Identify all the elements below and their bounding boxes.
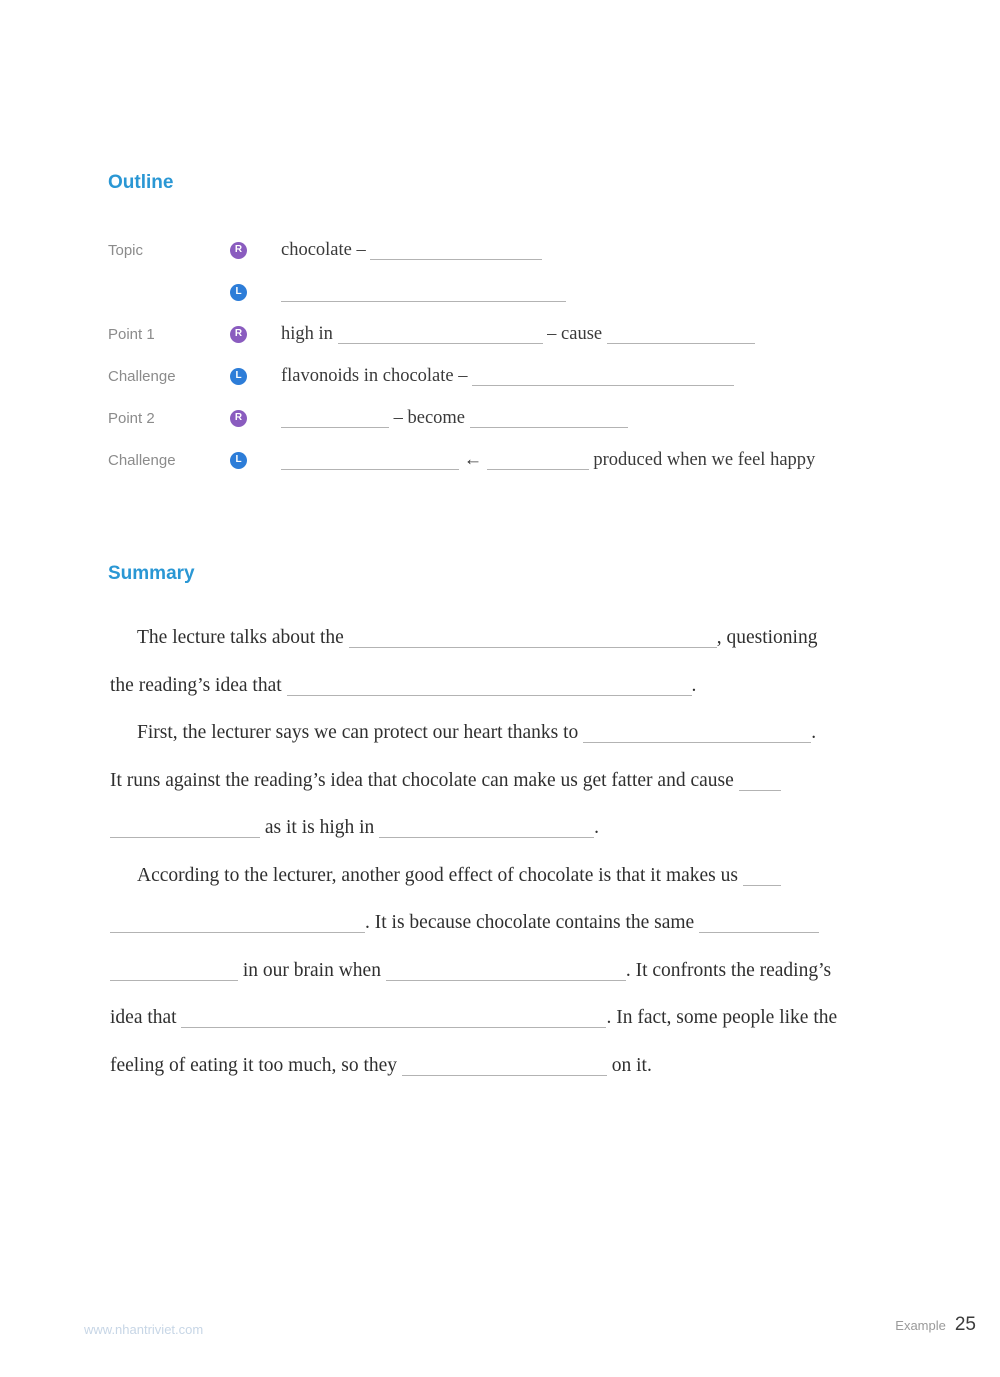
text-segment: – cause [542,323,607,344]
listening-icon: L [230,368,247,385]
fill-in-blank [370,254,542,260]
text-segment: produced when we feel happy [588,449,816,470]
outline-row-label: Challenge [108,451,176,469]
fill-in-blank [743,880,781,886]
text-segment: . It is because chocolate contains the same [365,912,700,933]
reading-icon: R [230,410,247,427]
summary-line [110,899,902,947]
fill-in-blank [181,1022,606,1028]
listening-icon: L [230,284,247,301]
summary-line [110,947,902,995]
fill-in-blank [281,296,566,302]
text-segment: on it. [606,1054,652,1076]
outline-row [108,355,815,397]
text-segment: – become [389,407,470,428]
page-number: 25 [954,1314,976,1335]
outline-row-content [281,240,542,261]
outline-row-content [281,450,815,471]
fill-in-blank [110,927,365,933]
outline-row-content [281,282,566,303]
text-segment: . In fact, some people like the [606,1007,838,1028]
text-segment: high in [281,323,338,344]
fill-in-blank [281,422,389,428]
fill-in-blank [110,975,238,981]
listening-icon: L [230,452,247,469]
fill-in-blank [386,975,626,981]
fill-in-blank [287,690,692,696]
text-segment: First, the lecturer says we can protect our heart thanks to [137,722,584,743]
text-segment: the reading’s idea that [110,674,287,696]
summary-line [110,994,902,1042]
summary-line [110,804,902,852]
summary-line [110,757,902,805]
summary-section [110,614,902,1089]
outline-row-content [281,324,755,345]
text-segment: idea that [110,1007,182,1028]
text-segment: According to the lecturer, another good effect of chocolate is that it makes us [137,864,743,886]
text-segment: as it is high in [260,817,380,838]
text-segment: . [691,674,697,696]
fill-in-blank [583,737,811,743]
fill-in-blank [472,380,734,386]
summary-line [110,1042,902,1090]
fill-in-blank [487,464,589,470]
fill-in-blank [739,785,781,791]
text-segment: . [594,817,600,838]
outline-row [108,313,815,355]
outline-row-label: Point 2 [108,409,155,427]
summary-line [110,662,902,710]
text-segment: flavonoids in chocolate – [281,365,473,386]
outline-row-content [281,408,628,429]
outline-heading: Outline [108,172,174,193]
text-segment: in our brain when [238,959,386,981]
fill-in-blank [470,422,628,428]
fill-in-blank [699,927,819,933]
fill-in-blank [281,464,459,470]
summary-heading: Summary [108,563,195,584]
fill-in-blank [402,1070,607,1076]
summary-line [110,709,902,757]
text-segment: . [811,722,817,743]
summary-line [110,614,902,662]
text-segment: chocolate – [281,239,371,260]
fill-in-blank [349,642,717,648]
text-segment: ← [459,449,487,470]
outline-row-label: Topic [108,241,144,259]
reading-icon: R [230,242,247,259]
fill-in-blank [110,832,260,838]
text-segment: The lecture talks about the [137,627,349,648]
outline-row-content [281,366,734,387]
reading-icon: R [230,326,247,343]
outline-row-label: Point 1 [108,325,155,343]
footer-website-text: www.nhantriviet.com [84,1322,204,1337]
outline-row [108,397,815,439]
footer-example [895,1314,976,1336]
outline-section [108,229,815,481]
text-segment: , questioning [716,627,818,648]
fill-in-blank [607,338,755,344]
footer-example-label: Example [895,1318,946,1333]
outline-row [108,439,815,481]
fill-in-blank [379,832,594,838]
text-segment: feeling of eating it too much, so they [110,1054,402,1076]
text-segment: It runs against the reading’s idea that chocolate can make us get fatter and cause [110,769,739,791]
fill-in-blank [338,338,543,344]
text-segment: . It confronts the reading’s [625,959,832,981]
outline-row [108,229,815,271]
outline-row-label: Challenge [108,367,176,385]
outline-row [108,271,815,313]
summary-line [110,852,902,900]
